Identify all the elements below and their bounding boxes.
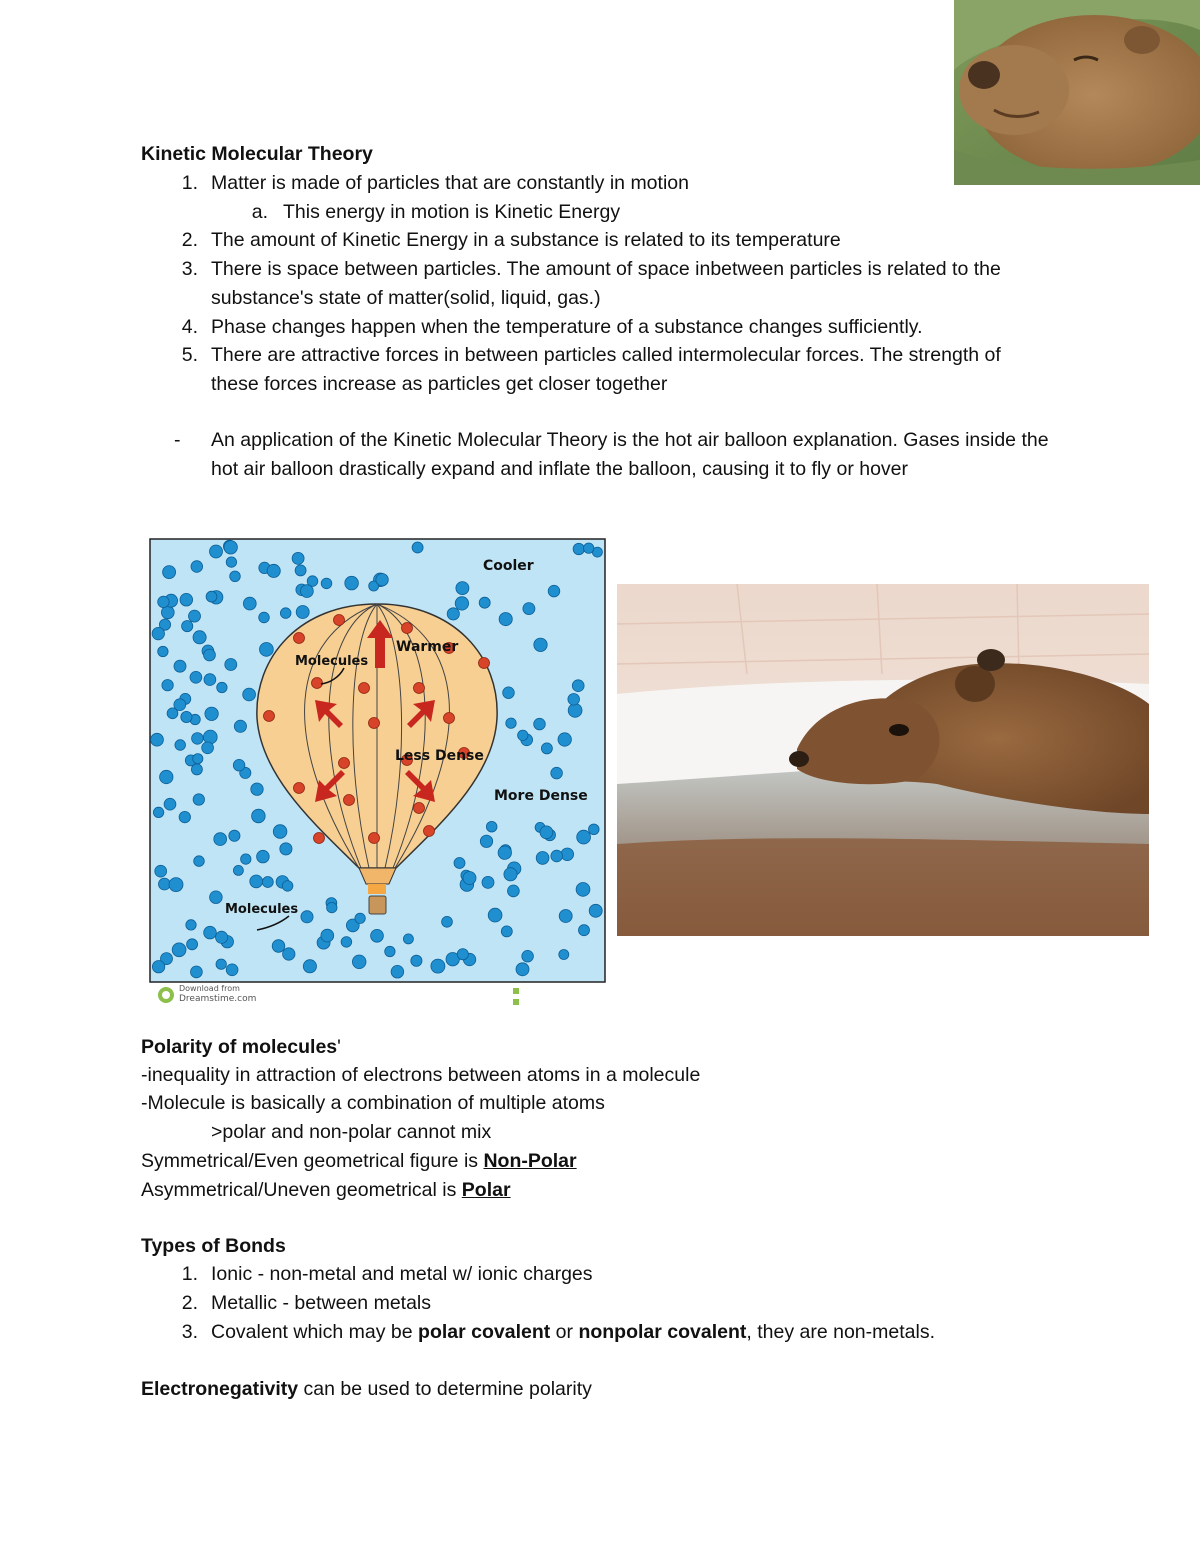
label-molecules-top: Molecules — [295, 654, 369, 669]
blue-molecule — [503, 687, 515, 699]
balloon-flame — [368, 884, 386, 894]
list-item: The amount of Kinetic Energy in a substance is related to its temperature — [211, 229, 841, 251]
blue-molecule — [355, 913, 365, 923]
blue-molecule — [251, 783, 263, 795]
blue-molecule — [296, 606, 309, 619]
blue-molecule — [536, 852, 549, 865]
red-molecule — [414, 683, 425, 694]
blue-molecule — [226, 557, 236, 567]
blue-molecule — [191, 561, 203, 573]
blue-molecule — [371, 929, 384, 942]
bond-item-ionic: Ionic - non-metal and metal w/ ionic charges — [211, 1263, 593, 1285]
polarity-title: Polarity of molecules — [141, 1036, 338, 1058]
polarity-line-4 — [141, 1147, 577, 1176]
blue-molecule — [499, 613, 512, 626]
blue-molecule — [486, 821, 497, 832]
blue-molecule — [267, 564, 280, 577]
blue-molecule — [224, 541, 237, 554]
blue-molecule — [206, 591, 217, 602]
blue-molecule — [568, 694, 580, 706]
blue-molecule — [447, 608, 459, 620]
blue-molecule — [162, 680, 173, 691]
red-molecule — [264, 711, 275, 722]
blue-molecule — [412, 542, 423, 553]
watermark-line1: Download from — [179, 984, 240, 993]
blue-molecule — [559, 950, 569, 960]
blue-molecule — [584, 543, 594, 553]
blue-molecule — [522, 950, 534, 962]
blue-molecule — [551, 850, 563, 862]
red-molecule — [334, 615, 345, 626]
polarity-line-3: >polar and non-polar cannot mix — [211, 1121, 492, 1143]
blue-molecule — [243, 688, 256, 701]
blue-molecule — [506, 718, 516, 728]
covalent-text: Covalent which may be — [211, 1321, 419, 1343]
dash-bullet: - — [174, 429, 181, 451]
blue-molecule — [214, 833, 227, 846]
blue-molecule — [303, 960, 316, 973]
blue-molecule — [216, 931, 228, 943]
red-molecule — [369, 718, 380, 729]
blue-molecule — [280, 843, 292, 855]
blue-molecule — [283, 948, 295, 960]
blue-molecule — [210, 891, 223, 904]
blue-molecule — [572, 680, 584, 692]
list-number: 3. — [181, 258, 198, 280]
blue-molecule — [158, 646, 168, 656]
list-item: There are attractive forces in between particles called intermolecular forces. The strength of these forces increase as particles get closer together — [211, 344, 1001, 395]
blue-molecule — [541, 743, 552, 754]
blue-molecule — [193, 794, 204, 805]
blue-molecule — [376, 574, 388, 586]
red-molecule — [294, 783, 305, 794]
blue-molecule — [163, 566, 176, 579]
blue-molecule — [534, 638, 547, 651]
blue-molecule — [551, 767, 563, 779]
bond-item-metallic: Metallic - between metals — [211, 1292, 432, 1314]
polarity-line-1: -inequality in attraction of electrons between atoms in a molecule — [141, 1064, 701, 1086]
blue-molecule — [153, 807, 163, 817]
blue-molecule — [548, 585, 560, 597]
red-molecule — [314, 833, 325, 844]
blue-molecule — [169, 878, 183, 892]
polar-term: Polar — [461, 1179, 511, 1201]
blue-molecule — [573, 543, 584, 554]
blue-molecule — [442, 916, 453, 927]
blue-molecule — [202, 742, 214, 754]
bond-item-covalent — [211, 1318, 1071, 1347]
bonds-title: Types of Bonds — [141, 1235, 286, 1257]
blue-molecule — [516, 963, 529, 976]
blue-molecule — [152, 627, 164, 639]
blue-molecule — [295, 565, 306, 576]
blue-molecule — [568, 704, 582, 718]
blue-molecule — [559, 910, 572, 923]
blue-molecule — [561, 848, 574, 861]
kmt-title: Kinetic Molecular Theory — [141, 143, 373, 165]
blue-molecule — [204, 649, 216, 661]
hot-air-balloon-diagram — [149, 538, 606, 1008]
blue-molecule — [498, 846, 511, 859]
red-molecule — [339, 758, 350, 769]
sub-list-letter: a. — [251, 201, 268, 223]
electronegativity-term: Electronegativity — [141, 1378, 299, 1400]
label-less-dense: Less Dense — [395, 748, 484, 764]
polarity-line-2: -Molecule is basically a combination of multiple atoms — [141, 1092, 605, 1114]
blue-molecule — [292, 552, 304, 564]
blue-molecule — [204, 926, 217, 939]
covalent-text: or — [550, 1321, 579, 1343]
red-molecule — [424, 826, 435, 837]
blue-molecule — [182, 621, 193, 632]
blue-molecule — [321, 578, 332, 589]
blue-molecule — [230, 571, 241, 582]
red-molecule — [369, 833, 380, 844]
blue-molecule — [518, 730, 528, 740]
polarity-line-5 — [141, 1176, 511, 1205]
blue-molecule — [391, 965, 404, 978]
blue-molecule — [327, 902, 337, 912]
blue-molecule — [217, 682, 227, 692]
blue-molecule — [229, 830, 240, 841]
application-paragraph: An application of the Kinetic Molecular Theory is the hot air balloon explanation. Gases inside the hot air balloon drastically expand and inflate the balloon, causing it to fly or hover — [211, 429, 1049, 480]
polarity-line-5-text: Asymmetrical/Uneven geometrical is — [141, 1179, 462, 1201]
red-molecule — [294, 633, 305, 644]
covalent-text: , they are non-metals. — [746, 1321, 935, 1343]
sub-list-item: This energy in motion is Kinetic Energy — [283, 201, 621, 223]
blue-molecule — [411, 955, 422, 966]
blue-molecule — [508, 885, 520, 897]
blue-molecule — [191, 966, 203, 978]
blue-molecule — [540, 826, 553, 839]
blue-molecule — [158, 596, 169, 607]
blue-molecule — [454, 858, 465, 869]
blue-molecule — [273, 825, 287, 839]
blue-molecule — [205, 707, 218, 720]
blue-molecule — [175, 740, 186, 751]
blue-molecule — [216, 959, 226, 969]
blue-molecule — [260, 643, 274, 657]
red-molecule — [312, 678, 323, 689]
blue-molecule — [203, 730, 217, 744]
blue-molecule — [189, 610, 201, 622]
red-molecule — [414, 803, 425, 814]
blue-molecule — [576, 883, 590, 897]
watermark-line2: Dreamstime.com — [179, 994, 257, 1004]
blue-molecule — [341, 937, 352, 948]
blue-molecule — [210, 545, 223, 558]
blue-molecule — [480, 835, 492, 847]
capybara-photo-top — [954, 0, 1200, 185]
blue-molecule — [345, 576, 359, 590]
blue-molecule — [403, 934, 413, 944]
blue-molecule — [167, 708, 178, 719]
blue-molecule — [193, 754, 203, 764]
blue-molecule — [179, 811, 190, 822]
blue-molecule — [204, 674, 216, 686]
blue-molecule — [301, 911, 313, 923]
nonpolar-covalent-term: nonpolar covalent — [578, 1321, 747, 1343]
blue-molecule — [243, 597, 256, 610]
blue-molecule — [558, 733, 571, 746]
blue-molecule — [501, 926, 512, 937]
blue-molecule — [579, 925, 590, 936]
blue-molecule — [160, 770, 173, 783]
red-molecule — [444, 713, 455, 724]
polar-covalent-term: polar covalent — [418, 1321, 551, 1343]
blue-molecule — [180, 593, 193, 606]
blue-molecule — [523, 603, 535, 615]
blue-molecule — [301, 585, 314, 598]
list-item: There is space between particles. The amount of space inbetween particles is related to the substance's state of matter(solid, liquid, gas.) — [211, 258, 1001, 309]
list-number: 1. — [181, 172, 198, 194]
red-molecule — [359, 683, 370, 694]
blue-molecule — [259, 612, 270, 623]
blue-molecule — [589, 824, 600, 835]
electronegativity-line — [141, 1375, 592, 1404]
blue-molecule — [463, 872, 476, 885]
blue-molecule — [181, 711, 192, 722]
red-molecule — [344, 795, 355, 806]
list-number: 2. — [181, 229, 198, 251]
label-more-dense: More Dense — [494, 788, 588, 804]
blue-molecule — [186, 920, 196, 930]
electronegativity-text: can be used to determine polarity — [298, 1378, 592, 1400]
list-item: Phase changes happen when the temperature of a substance changes sufficiently. — [211, 316, 923, 338]
polarity-line-4-text: Symmetrical/Even geometrical figure is — [141, 1150, 484, 1172]
red-molecule — [479, 658, 490, 669]
blue-molecule — [187, 939, 198, 950]
blue-molecule — [385, 946, 395, 956]
blue-molecule — [257, 850, 270, 863]
blue-molecule — [194, 856, 205, 867]
blue-molecule — [190, 671, 202, 683]
blue-molecule — [159, 878, 171, 890]
balloon-basket — [369, 896, 386, 914]
blue-molecule — [321, 929, 334, 942]
label-cooler: Cooler — [483, 558, 534, 574]
blue-molecule — [482, 876, 494, 888]
list-number: 3. — [181, 1321, 198, 1343]
blue-molecule — [233, 865, 243, 875]
blue-molecule — [272, 940, 285, 953]
list-item: Matter is made of particles that are constantly in motion — [211, 172, 689, 194]
capybara-photo-bath — [617, 584, 1149, 936]
blue-molecule — [152, 961, 164, 973]
balloon-skirt — [359, 868, 396, 884]
label-molecules-bottom: Molecules — [225, 902, 299, 917]
blue-molecule — [589, 904, 602, 917]
blue-molecule — [252, 809, 266, 823]
blue-molecule — [172, 943, 186, 957]
blue-molecule — [352, 955, 366, 969]
blue-molecule — [174, 660, 186, 672]
blue-molecule — [577, 830, 591, 844]
blue-molecule — [164, 798, 176, 810]
label-warmer: Warmer — [396, 639, 459, 655]
blue-molecule — [250, 875, 263, 888]
list-number: 5. — [181, 344, 198, 366]
blue-molecule — [280, 608, 291, 619]
blue-molecule — [225, 659, 237, 671]
non-polar-term: Non-Polar — [483, 1150, 577, 1172]
blue-molecule — [226, 964, 238, 976]
blue-molecule — [155, 865, 167, 877]
blue-molecule — [488, 908, 502, 922]
list-number: 2. — [181, 1292, 198, 1314]
blue-molecule — [193, 631, 206, 644]
blue-molecule — [192, 733, 204, 745]
blue-molecule — [534, 718, 546, 730]
blue-molecule — [504, 868, 517, 881]
blue-molecule — [479, 597, 490, 608]
blue-molecule — [234, 720, 246, 732]
list-number: 4. — [181, 316, 198, 338]
blue-molecule — [431, 959, 445, 973]
polarity-title-line — [141, 1033, 341, 1062]
list-number: 1. — [181, 1263, 198, 1285]
blue-molecule — [151, 733, 164, 746]
blue-molecule — [457, 949, 468, 960]
blue-molecule — [241, 854, 251, 864]
blue-molecule — [262, 877, 273, 888]
polarity-title-suffix: ' — [337, 1036, 341, 1058]
red-molecule — [402, 623, 413, 634]
blue-molecule — [282, 881, 293, 892]
blue-molecule — [191, 764, 202, 775]
blue-molecule — [455, 597, 468, 610]
blue-molecule — [233, 759, 245, 771]
blue-molecule — [456, 582, 469, 595]
